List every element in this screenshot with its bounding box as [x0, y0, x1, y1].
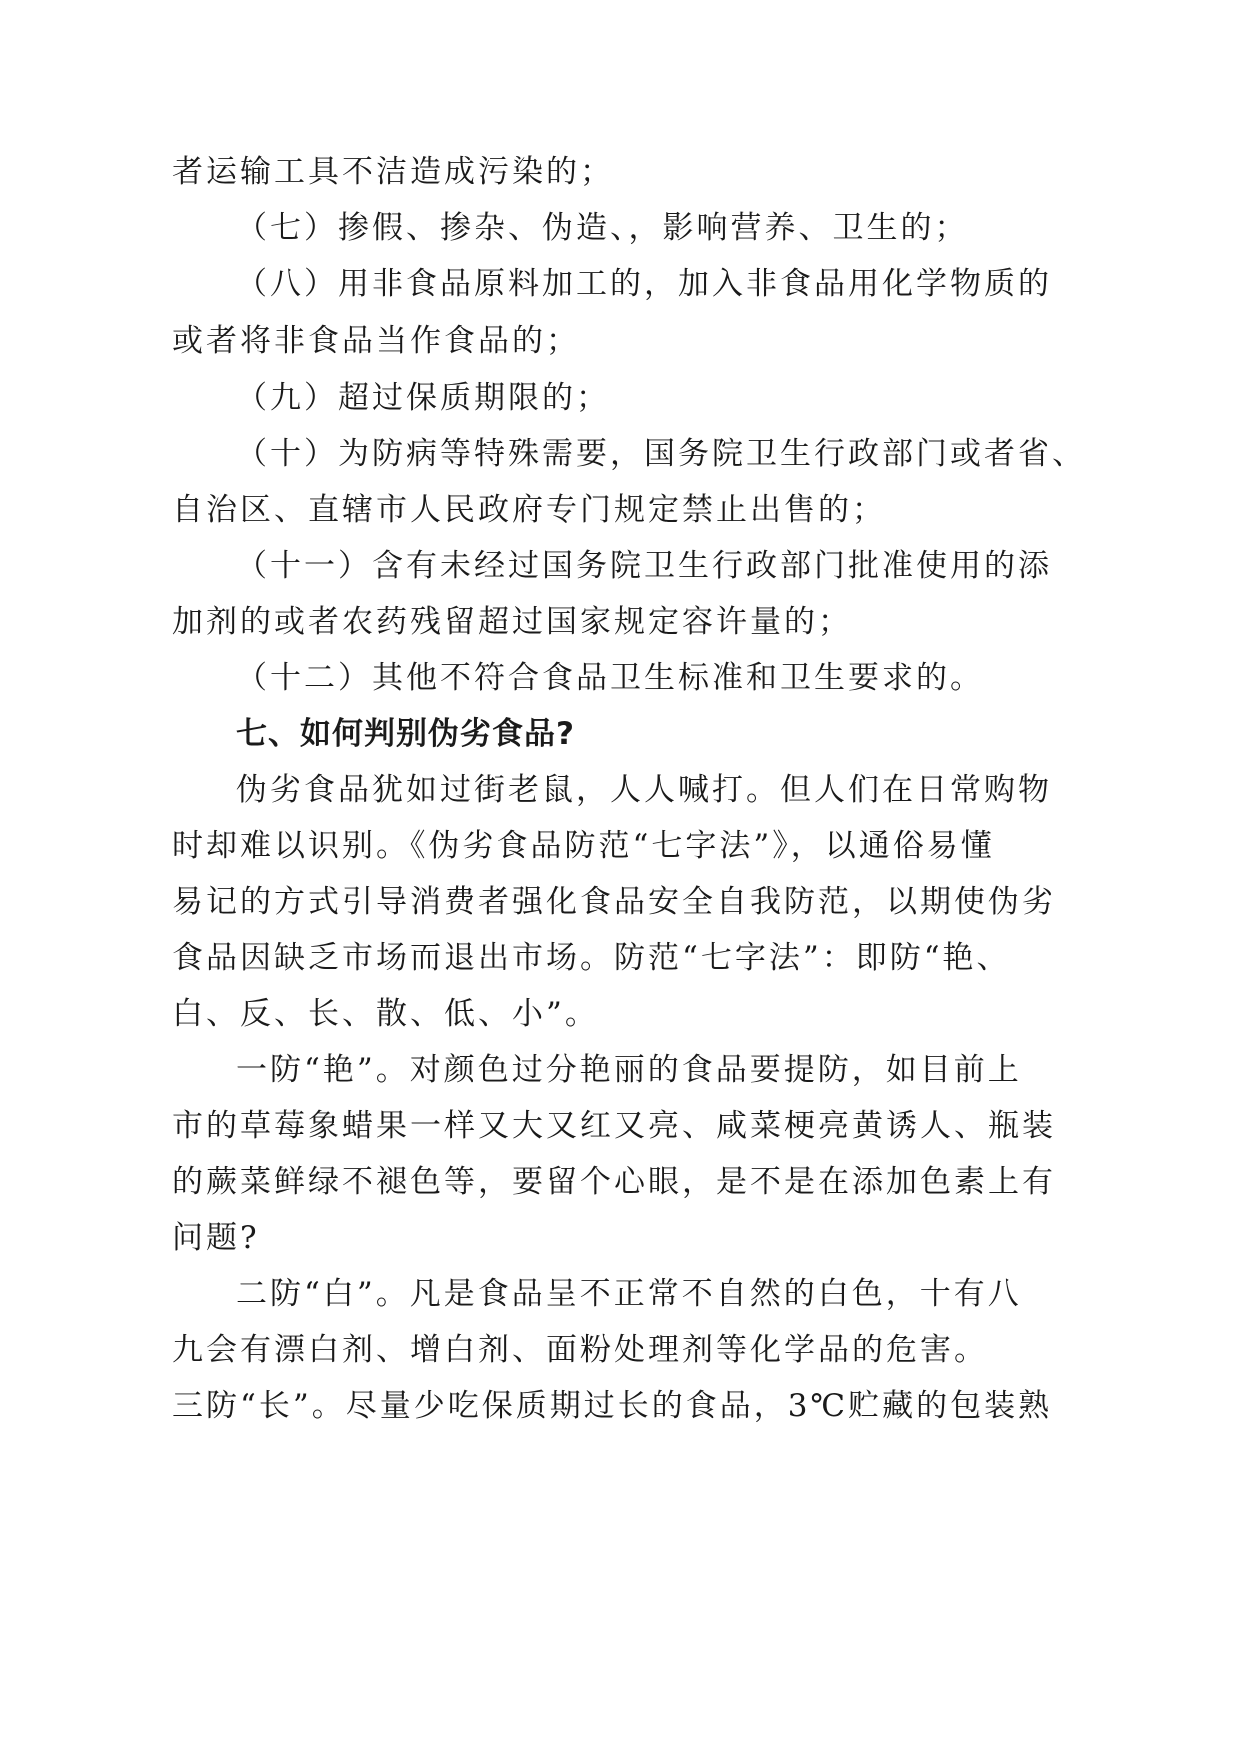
line-text: 三防“长”。尽量少吃保质期过长的食品，3℃贮藏的包装熟 [172, 1388, 1053, 1424]
line-text: 的蕨菜鲜绿不褪色等，要留个心眼，是不是在添加色素上有 [172, 1164, 1056, 1200]
line-text: （十）为防病等特殊需要，国务院卫生行政部门或者省、 [236, 436, 1086, 472]
line-text: 时却难以识别。《伪劣食品防范“七字法”》，以通俗易懂 [172, 828, 995, 864]
line-text: （七）掺假、掺杂、伪造、，影响营养、卫生的； [236, 210, 969, 246]
line-text: 白、反、长、散、低、小”。 [172, 996, 599, 1032]
line-text: 一防“艳”。对颜色过分艳丽的食品要提防，如目前上 [236, 1052, 1022, 1088]
line-text: （九）超过保质期限的； [236, 380, 610, 416]
line-text: 易记的方式引导消费者强化食品安全自我防范，以期使伪劣 [172, 884, 1056, 920]
line-text: 食品因缺乏市场而退出市场。防范“七字法”：即防“艳、 [172, 940, 1011, 976]
line-text: 伪劣食品犹如过街老鼠，人人喊打。但人们在日常购物 [236, 772, 1052, 808]
line-text: （十一）含有未经过国务院卫生行政部门批准使用的添 [236, 548, 1052, 584]
line-text: 二防“白”。凡是食品呈不正常不自然的白色，十有八 [236, 1276, 1022, 1312]
line-text: 问题? [172, 1220, 260, 1256]
line-text: （八）用非食品原料加工的，加入非食品用化学物质的 [236, 266, 1052, 302]
line-text: 市的草莓象蜡果一样又大又红又亮、咸菜梗亮黄诱人、瓶装 [172, 1108, 1056, 1144]
line-text: 九会有漂白剂、增白剂、面粉处理剂等化学品的危害。 [172, 1332, 988, 1368]
heading-text: 七、如何判别伪劣食品? [236, 716, 575, 752]
line-text: 或者将非食品当作食品的； [172, 323, 580, 359]
line-text: 自治区、直辖市人民政府专门规定禁止出售的； [172, 492, 886, 528]
line-text: 加剂的或者农药残留超过国家规定容许量的； [172, 604, 852, 640]
line-text: 者运输工具不洁造成污染的； [172, 154, 614, 190]
line-text: （十二）其他不符合食品卫生标准和卫生要求的。 [236, 660, 984, 696]
